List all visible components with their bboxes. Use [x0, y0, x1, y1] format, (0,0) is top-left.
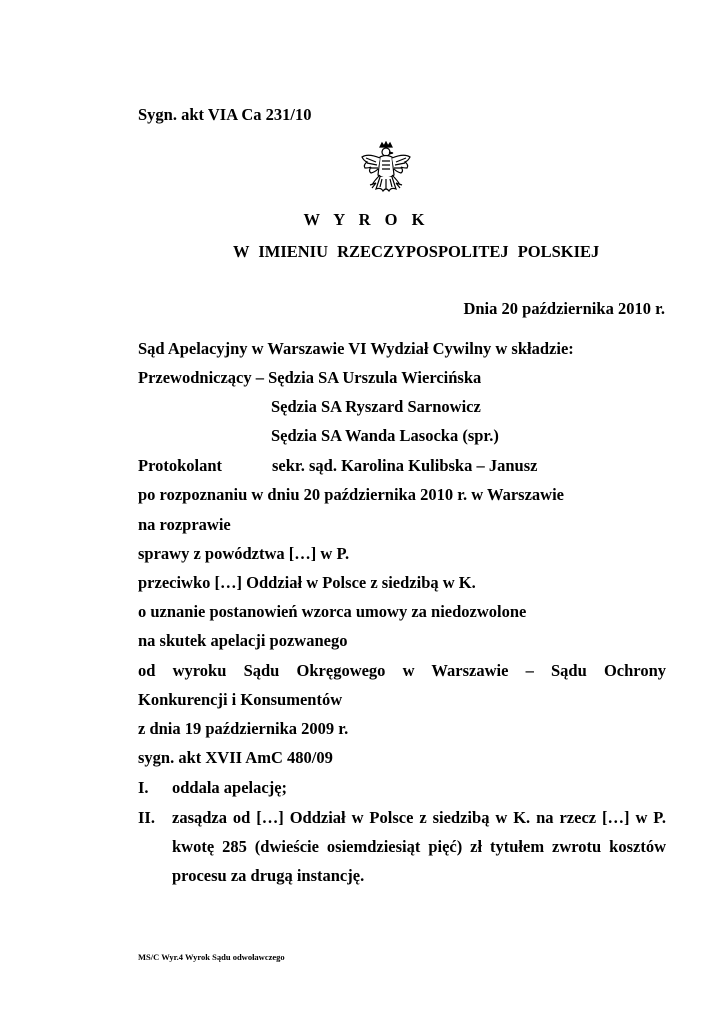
document-title: W Y R O K: [303, 210, 430, 229]
protokolant-label: Protokolant: [138, 456, 223, 475]
ruling-number: II.: [138, 808, 155, 827]
body-line: sprawy z powództwa […] w P.: [138, 544, 350, 563]
body-line: o uznanie postanowień wzorca umowy za niedozwolone: [138, 602, 527, 621]
ruling-text: kwotę 285 (dwieście osiemdziesiąt pięć) zł tytułem zwrotu kosztów: [172, 837, 666, 856]
ruling-text: zasądza od […] Oddział w Polsce z siedzibą w K. na rzecz […] w P.: [172, 808, 666, 827]
footer-form-code: MS/C Wyr.4 Wyrok Sądu odwoławczego: [138, 952, 285, 962]
court-composition: Sąd Apelacyjny w Warszawie VI Wydział Cywilny w składzie:: [138, 339, 574, 358]
judge-third: Sędzia SA Wanda Lasocka (spr.): [271, 426, 499, 445]
body-line: od wyroku Sądu Okręgowego w Warszawie – Sądu Ochrony: [138, 661, 666, 680]
judgment-date: Dnia 20 października 2010 r.: [463, 299, 665, 318]
body-line: Konkurencji i Konsumentów: [138, 690, 343, 709]
ruling-text: oddala apelację;: [172, 778, 288, 797]
polish-eagle-emblem-icon: [358, 141, 414, 205]
body-line: z dnia 19 października 2009 r.: [138, 719, 349, 738]
body-line: sygn. akt XVII AmC 480/09: [138, 748, 333, 767]
document-subtitle: W IMIENIU RZECZYPOSPOLITEJ POLSKIEJ: [233, 242, 600, 261]
case-number: Sygn. akt VIA Ca 231/10: [138, 105, 312, 124]
presiding-judge: Przewodniczący – Sędzia SA Urszula Wiercińska: [138, 368, 482, 387]
body-line: przeciwko […] Oddział w Polsce z siedzibą w K.: [138, 573, 476, 592]
body-line: po rozpoznaniu w dniu 20 października 2010 r. w Warszawie: [138, 485, 564, 504]
ruling-number: I.: [138, 778, 149, 797]
protokolant-value: sekr. sąd. Karolina Kulibska – Janusz: [272, 456, 538, 475]
body-line: na rozprawie: [138, 515, 231, 534]
judge-second: Sędzia SA Ryszard Sarnowicz: [271, 397, 481, 416]
ruling-text: procesu za drugą instancję.: [172, 866, 365, 885]
body-line: na skutek apelacji pozwanego: [138, 631, 348, 650]
